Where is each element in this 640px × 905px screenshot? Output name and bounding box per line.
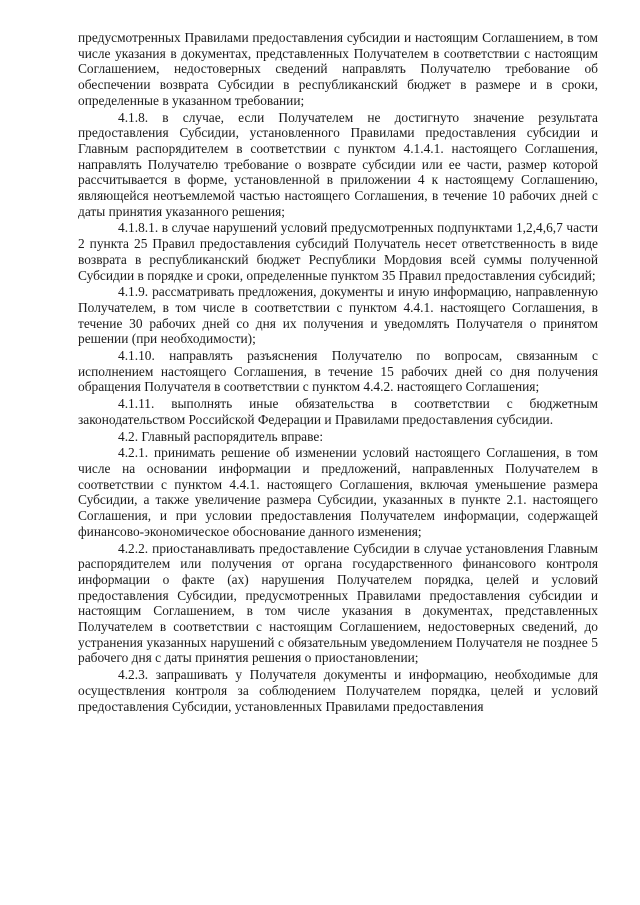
paragraph-4-1-9: 4.1.9. рассматривать предложения, документы и иную информацию, направленную Получателем, в том числе в соответствии с пунктом 4.4.1. настоящего Соглашения, в течение 30 рабочих дней со дня их получения и уведомлять Получателя о принятом решении (при необходимости); [78, 284, 598, 347]
document-page [78, 30, 598, 714]
paragraph-4-1-8: 4.1.8. в случае, если Получателем не достигнуто значение результата предоставления Субсидии, установленного Правилами предоставления субсидии и Главным распорядителем в соответствии с пунктом 4.1.4.1. настоящего Соглашения, направлять Получателю требование о возврате субсидии или ее части, размер которой рассчитывается в форме, установленной в приложении 4 к настоящему Соглашению, являющейся неотъемлемой частью настоящего Соглашения, в течение 10 рабочих дней с даты принятия указанного решения; [78, 109, 598, 219]
paragraph-4-2-2: 4.2.2. приостанавливать предоставление Субсидии в случае установления Главным распорядителем или получения от органа государственного финансового контроля информации о факте (ах) нарушения Получателем порядка, целей и условий предоставления Субсидии, предусмотренных Правилами предоставления субсидии и настоящим Соглашением, в том числе указания в документах, представленных Получателем в соответствии с настоящим Соглашением, недостоверных сведений, до устранения указанных нарушений с обязательным уведомлением Получателя не позднее 5 рабочего дня с даты принятия решения о приостановлении; [78, 540, 598, 666]
paragraph-4-1-11: 4.1.11. выполнять иные обязательства в соответствии с бюджетным законодательством Российской Федерации и Правилами предоставления субсидии. [78, 396, 598, 427]
paragraph-4-2-3: 4.2.3. запрашивать у Получателя документы и информацию, необходимые для осуществления контроля за соблюдением Получателем порядка, целей и условий предоставления Субсидии, установленных Правилами предоставления [78, 667, 598, 714]
paragraph-4-1-10: 4.1.10. направлять разъяснения Получателю по вопросам, связанным с исполнением настоящего Соглашения, в течение 15 рабочих дней со дня получения обращения Получателя в соответствии с пунктом 4.4.2. настоящего Соглашения; [78, 348, 598, 395]
paragraph-4-1-8-1: 4.1.8.1. в случае нарушений условий предусмотренных подпунктами 1,2,4,6,7 части 2 пункта 25 Правил предоставления субсидий Получатель несет ответственность в виде возврата в республиканский бюджет Республики Мордовия всей суммы полученной Субсидии в порядке и сроки, определенные пунктом 35 Правил предоставления субсидий; [78, 220, 598, 283]
paragraph-continuation: предусмотренных Правилами предоставления субсидии и настоящим Соглашением, в том числе указания в документах, представленных Получателем в соответствии с настоящим Соглашением, недостоверных сведений направлять Получателю требование об обеспечении возврата Субсидии в республиканский бюджет в размере и в сроки, определенные в указанном требовании; [78, 30, 598, 108]
paragraph-4-2: 4.2. Главный распорядитель вправе: [118, 428, 324, 444]
paragraph-4-2-1: 4.2.1. принимать решение об изменении условий настоящего Соглашения, в том числе на основании информации и предложений, направленных Получателем в соответствии с пунктом 4.4.1. настоящего Соглашения, включая уменьшение размера Субсидии, а также увеличение размера Субсидии, указанных в пункте 2.1. настоящего Соглашения, и при условии предоставления Получателем информации, содержащей финансово-экономическое обоснование данного изменения; [78, 445, 598, 539]
